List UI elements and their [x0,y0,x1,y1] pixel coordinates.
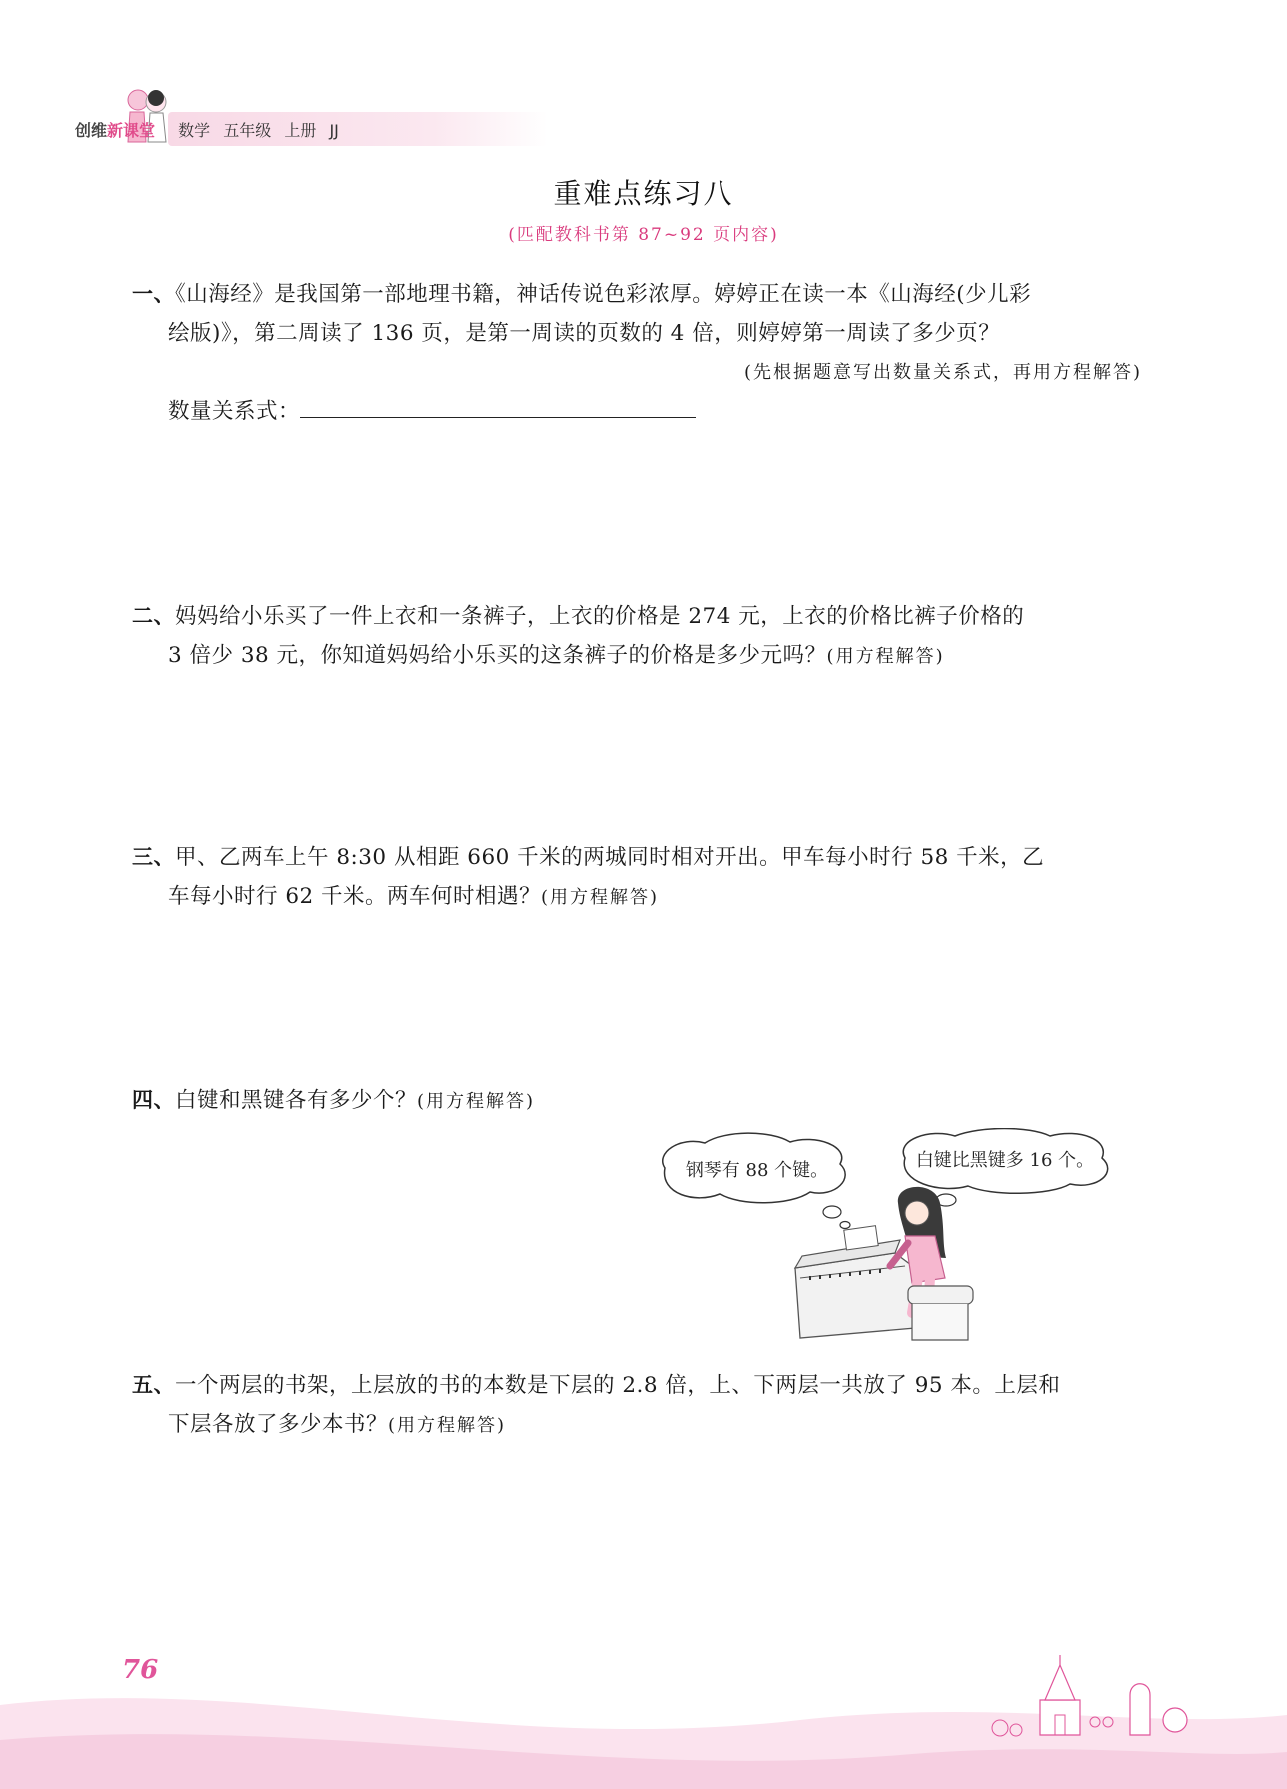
question-text: 《山海经》是我国第一部地理书籍，神话传说色彩浓厚。婷婷正在读一本《山海经(少儿彩 [175,282,1032,307]
header-text [75,118,339,141]
question-text: 甲、乙两车上午 8:30 从相距 660 千米的两城同时相对开出。甲车每小时行 58 千米，乙 [175,845,1045,870]
relation-label: 数量关系式： [168,399,301,424]
subject: 数学 [178,121,211,140]
question-text: 白键和黑键各有多少个？ [175,1088,418,1113]
bubble-right-text: 白键比黑键多 16 个。 [915,1150,1095,1171]
piano-icon [795,1226,915,1338]
question-hint: (用方程解答) [826,646,945,667]
piano-girl-illustration [650,1128,1150,1343]
piano-stool-icon [908,1286,973,1340]
question-text: 下层各放了多少本书？ [168,1412,389,1437]
question-hint: (先根据题意写出数量关系式，再用方程解答) [743,362,1142,383]
question-text: 车每小时行 62 千米。两车何时相遇？ [168,884,542,909]
question-hint: (用方程解答) [541,887,660,908]
question-1 [132,275,1142,431]
question-text: 妈妈给小乐买了一件上衣和一条裤子，上衣的价格是 274 元，上衣的价格比裤子价格的 [175,604,1025,629]
question-number: 一、 [132,282,175,306]
page-subtitle: (匹配教科书第 87~92 页内容) [508,225,779,245]
question-hint: (用方程解答) [417,1091,536,1112]
castle-town-icon [950,1640,1200,1750]
question-3 [132,838,1142,917]
question-hint: (用方程解答) [388,1415,507,1436]
question-number: 二、 [132,604,175,628]
grade: 五年级 [223,121,272,140]
bubble-left-text: 钢琴有 88 个键。 [685,1160,829,1181]
question-2 [132,597,1142,676]
volume: 上册 [284,121,317,140]
question-text: 一个两层的书架，上层放的书的本数是下层的 2.8 倍，上、下两层一共放了 95 本。上层和 [175,1373,1061,1398]
brand-name-highlight: 新课堂 [107,121,156,140]
page-title: 重难点练习八 [553,177,734,210]
question-number: 三、 [132,845,175,869]
edition: JJ [329,121,339,140]
question-number: 五、 [132,1373,175,1397]
question-5 [132,1366,1142,1445]
page-number: 76 [122,1655,159,1685]
question-number: 四、 [132,1088,175,1112]
question-text: 3 倍少 38 元，你知道妈妈给小乐买的这条裤子的价格是多少元吗？ [168,643,827,668]
brand-name: 创维 [75,121,108,140]
question-4 [132,1081,1142,1121]
question-text: 绘版)》，第二周读了 136 页，是第一周读的页数的 4 倍，则婷婷第一周读了多少页？ [168,321,1001,346]
answer-blank[interactable] [300,397,696,418]
thought-bubble-left [663,1133,850,1228]
